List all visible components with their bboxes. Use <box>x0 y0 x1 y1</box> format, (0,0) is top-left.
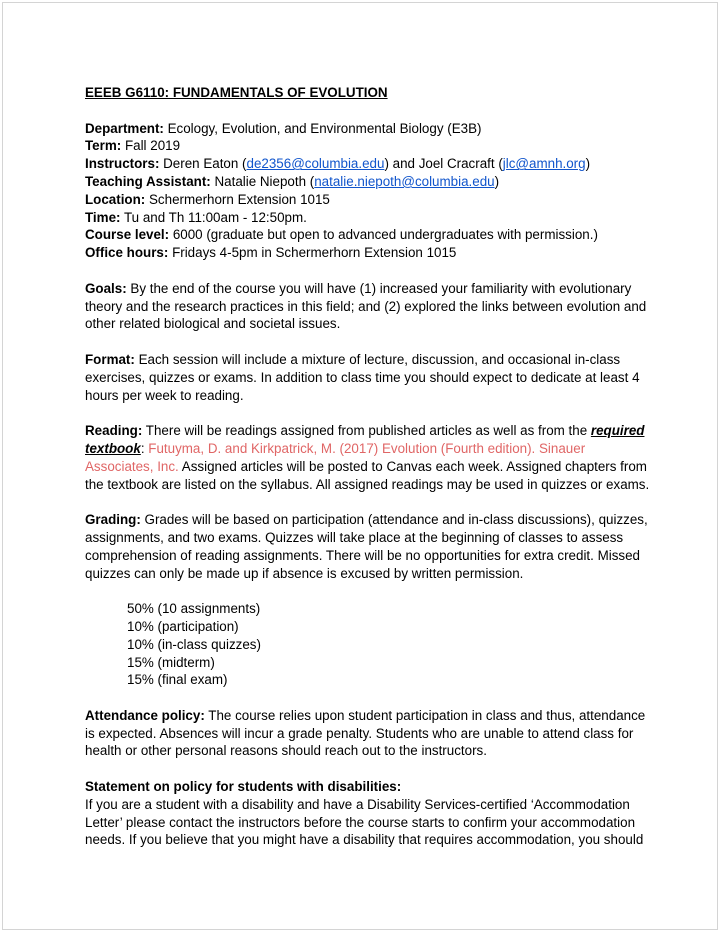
reading-text-4: the textbook are listed on the syllabus. All assigned readings may be used in quizzes or exams. <box>85 476 650 492</box>
term-value: Fall 2019 <box>124 138 181 154</box>
format-label: Format: <box>85 351 135 367</box>
goals-text-2: theory and the research practices in this field; and (2) explored the links between evolution and <box>85 298 647 314</box>
grade-item: 15% (final exam) <box>127 672 228 688</box>
department-value: Ecology, Evolution, and Environmental Biology (E3B) <box>167 120 482 136</box>
instructor-1-email-link[interactable]: de2356@columbia.edu <box>246 156 385 172</box>
reading-text-1: There will be readings assigned from published articles as well as from the <box>145 423 588 439</box>
course-level-label: Course level: <box>85 227 170 243</box>
office-hours-value: Fridays 4-5pm in Schermerhorn Extension 1015 <box>172 245 457 261</box>
textbook-reference-1: Futuyma, D. and Kirkpatrick, M. (2017) Evolution (Fourth edition). Sinauer <box>148 440 586 456</box>
required-emphasis: required <box>590 423 645 439</box>
textbook-emphasis: textbook <box>85 440 141 456</box>
disabilities-text-2: Letter’ please contact the instructors before the course starts to confirm your accommodation <box>85 814 636 830</box>
grading-section <box>85 511 648 582</box>
format-text-3: hours per week to reading. <box>85 387 244 403</box>
term-line <box>85 137 633 155</box>
reading-colon: : <box>140 440 145 456</box>
goals-label: Goals: <box>85 280 127 296</box>
location-label: Location: <box>85 191 146 207</box>
grading-text-4: quizzes can only be made up if absence is excused by written permission. <box>85 565 524 581</box>
office-hours-line <box>85 244 633 262</box>
time-value: Tu and Th 11:00am - 12:50pm. <box>123 209 307 225</box>
reading-label: Reading: <box>85 423 143 439</box>
format-section <box>85 351 640 404</box>
grading-text-3: comprehension of reading assignments. There will be no opportunities for extra credit. Missed <box>85 547 641 563</box>
format-text-1: Each session will include a mixture of lecture, discussion, and occasional in-class <box>138 351 621 367</box>
department-label: Department: <box>85 120 164 136</box>
attendance-text-1: The course relies upon student participation in class and thus, attendance <box>208 707 646 723</box>
course-level-line <box>85 226 633 244</box>
attendance-text-3: health or other personal reasons should reach out to the instructors. <box>85 743 487 759</box>
instructor-2-email-link[interactable]: jlc@amnh.org <box>502 156 586 172</box>
course-level-value: 6000 (graduate but open to advanced undergraduates with permission.) <box>172 227 598 243</box>
grading-text-1: Grades will be based on participation (attendance and in-class discussions), quizzes, <box>144 512 648 528</box>
reading-section <box>85 422 650 493</box>
ta-label: Teaching Assistant: <box>85 173 211 189</box>
goals-text-1: By the end of the course you will have (1) increased your familiarity with evolutionary <box>130 280 632 296</box>
grading-label: Grading: <box>85 512 141 528</box>
time-label: Time: <box>85 209 121 225</box>
syllabus-content <box>85 84 650 849</box>
ta-email-link[interactable]: natalie.niepoth@columbia.edu <box>314 173 495 189</box>
time-line <box>85 209 633 227</box>
attendance-label: Attendance policy: <box>85 707 205 723</box>
instructor-1-name: Deren Eaton ( <box>163 156 247 172</box>
grade-item: 50% (10 assignments) <box>127 601 261 617</box>
term-label: Term: <box>85 138 122 154</box>
ta-line <box>85 173 633 191</box>
goals-text-3: other related biological and societal issues. <box>85 316 341 332</box>
grade-item: 15% (midterm) <box>127 654 215 670</box>
location-line <box>85 191 633 209</box>
office-hours-label: Office hours: <box>85 245 169 261</box>
textbook-reference-2: Associates, Inc. <box>85 458 179 474</box>
goals-section <box>85 280 647 333</box>
department-line <box>85 120 633 138</box>
instructors-connector: ) and Joel Cracraft ( <box>384 156 503 172</box>
grade-breakdown-list <box>85 600 633 689</box>
instructors-close: ) <box>585 156 591 172</box>
course-title: EEEB G6110: FUNDAMENTALS OF EVOLUTION <box>85 85 388 100</box>
disabilities-section <box>85 778 644 849</box>
ta-close: ) <box>494 173 500 189</box>
grading-text-2: assignments, and two exams. Quizzes will take place at the beginning of classes to assess <box>85 529 624 545</box>
disabilities-text-3: needs. If you believe that you might have a disability that requires accommodation, you should <box>85 832 644 848</box>
attendance-text-2: is expected. Absences will incur a grade penalty. Students who are unable to attend class for <box>85 725 634 741</box>
location-value: Schermerhorn Extension 1015 <box>149 191 330 207</box>
disabilities-text-1: If you are a student with a disability and have a Disability Services-certified ‘Accommodation <box>85 796 630 812</box>
instructors-line <box>85 155 633 173</box>
instructors-label: Instructors: <box>85 156 160 172</box>
ta-name: Natalie Niepoth ( <box>214 173 315 189</box>
disabilities-heading: Statement on policy for students with disabilities: <box>85 779 402 795</box>
reading-text-3: Assigned articles will be posted to Canvas each week. Assigned chapters from <box>181 458 647 474</box>
grade-item: 10% (participation) <box>127 618 239 634</box>
grade-item: 10% (in-class quizzes) <box>127 636 261 652</box>
format-text-2: exercises, quizzes or exams. In addition to class time you should expect to dedicate at least 4 <box>85 369 640 385</box>
attendance-section <box>85 707 646 760</box>
